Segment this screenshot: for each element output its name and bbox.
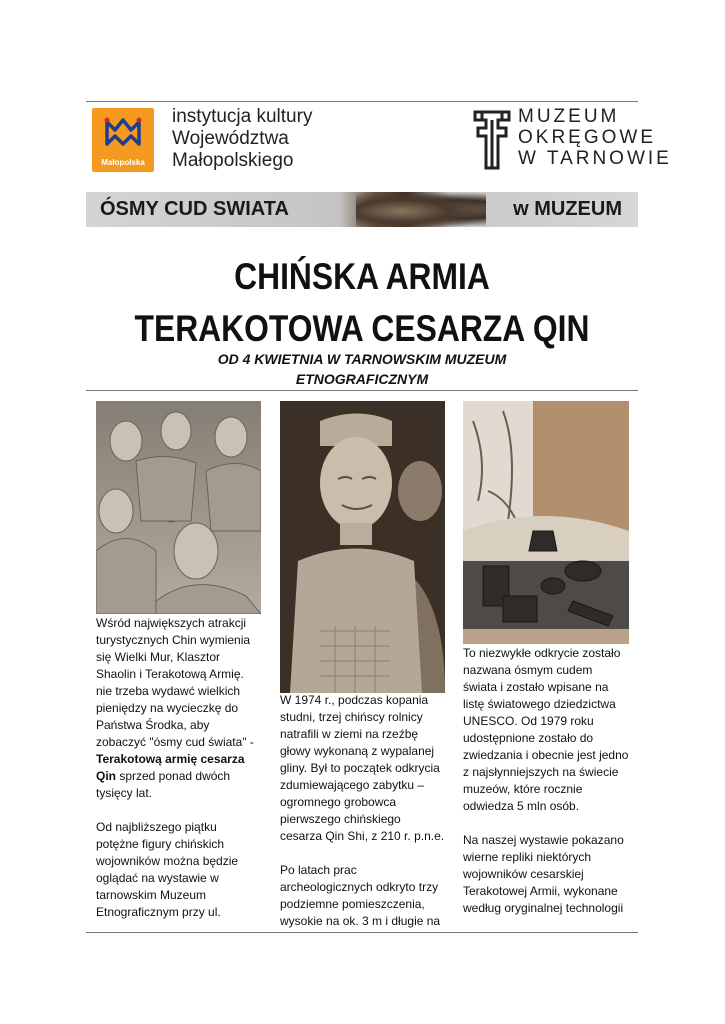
text-line: oglądać na wystawie w	[96, 871, 219, 885]
text-line: Państwa Środka, aby	[96, 718, 210, 732]
museum-name	[518, 106, 672, 169]
text-line: Na naszej wystawie pokazano	[463, 833, 624, 847]
text-line: cesarza Qin Shi, z 210 r. p.n.e.	[280, 829, 445, 843]
text-line: gliny. Był to początek odkrycia	[280, 761, 440, 775]
banner-faces-image	[356, 192, 486, 227]
text-line-bold: Terakotową armię cesarza	[96, 752, 245, 766]
text-line: W 1974 r., podczas kopania	[280, 693, 429, 707]
text-line: tysięcy lat.	[96, 786, 153, 800]
title-rule	[86, 390, 638, 391]
text-line: Wśród największych atrakcji	[96, 616, 247, 630]
text-line: pierwszego chińskiego	[280, 812, 401, 826]
text-line: zdumiewającego zabytku –	[280, 778, 425, 792]
text-line: pieniędzy na wycieczkę do	[96, 701, 239, 715]
text-line: UNESCO. Od 1979 roku	[463, 714, 594, 728]
text-line: Po latach prac	[280, 863, 357, 877]
article-column-2	[280, 692, 450, 930]
text-line: muzeów, które rocznie	[463, 782, 583, 796]
text-line: odwiedza 5 mln osób.	[463, 799, 580, 813]
text-line: studni, trzej chińscy rolnicy	[280, 710, 423, 724]
text-line: archeologicznych odkryto trzy	[280, 880, 439, 894]
subtitle-line: OD 4 KWIETNIA W TARNOWSKIM MUZEUM	[217, 351, 507, 367]
warrior-portrait-photo	[280, 401, 445, 693]
text-line: wierne repliki niektórych	[463, 850, 592, 864]
qin-bold-text: Qin	[96, 769, 116, 783]
museum-logo-mark	[472, 108, 512, 177]
text-line: głowy wykonaną z wypalanej	[280, 744, 435, 758]
text-line: się Wielki Mur, Klasztor	[96, 650, 221, 664]
warriors-group-photo	[96, 401, 261, 614]
malopolska-logo-label: Małopolska	[101, 158, 145, 167]
text-line: tarnowskim Muzeum	[96, 888, 207, 902]
text-line: Etnograficznym przy ul.	[96, 905, 221, 919]
text-line: Terakotowej Armii, wykonane	[463, 884, 618, 898]
museum-emblem-icon	[472, 108, 512, 172]
banner-right-text: w MUZEUM	[513, 198, 622, 220]
text-line: nie trzeba wydawć wielkich	[96, 684, 241, 698]
institution-line: instytucja kultury	[172, 106, 313, 127]
malopolska-emblem-icon	[103, 114, 143, 150]
text-line: wysokie na ok. 3 m i długie na	[280, 914, 441, 928]
text-line: Shaolin i Terakotową Armię.	[96, 667, 244, 681]
text-line: potężne figury chińskich	[96, 837, 225, 851]
text-line: turystycznych Chin wymienia	[96, 633, 251, 647]
text-line: natrafili w ziemi na rzeźbę	[280, 727, 419, 741]
article-column-3	[463, 645, 633, 917]
text-line: Od najbliższego piątku	[96, 820, 217, 834]
text-line: wojowników cesarskiej	[463, 867, 584, 881]
text-line: zobaczyć "ósmy cud świata" -	[96, 735, 254, 749]
banner-left-text: ÓSMY CUD SWIATA	[100, 198, 289, 220]
title-line: TERAKOTOWA CESARZA QIN	[134, 308, 590, 349]
text-fragment: sprzed ponad dwóch	[116, 769, 231, 783]
institution-line: Województwa	[172, 128, 289, 149]
text-line: ogromnego grobowca	[280, 795, 397, 809]
page-subtitle	[86, 349, 638, 389]
page-title	[125, 251, 600, 355]
exhibition-artifacts-photo	[463, 401, 629, 644]
text-line: zwiedzania i obecnie jest jedno	[463, 748, 629, 762]
text-line: podziemne pomieszczenia,	[280, 897, 425, 911]
museum-name-line: OKRĘGOWE	[518, 127, 657, 148]
text-line: To niezwykłe odkrycie zostało	[463, 646, 621, 660]
subtitle-line: ETNOGRAFICZNYM	[295, 371, 429, 387]
malopolska-logo	[92, 108, 154, 172]
text-line: z najsłynniejszych na świecie	[463, 765, 619, 779]
text-line: listę światowego dziedzictwa	[463, 697, 616, 711]
text-line: według oryginalnej technologii	[463, 901, 624, 915]
institution-line: Małopolskiego	[172, 150, 294, 171]
museum-name-line: W TARNOWIE	[518, 148, 672, 169]
article-column-1	[96, 615, 266, 921]
title-line: CHIŃSKA ARMIA	[234, 256, 490, 297]
institution-text	[172, 106, 332, 172]
exhibition-banner	[86, 192, 638, 227]
text-line: świata i zostało wpisane na	[463, 680, 609, 694]
museum-name-line: MUZEUM	[518, 106, 620, 127]
top-rule	[86, 101, 638, 102]
bottom-rule	[86, 932, 638, 933]
text-line: nazwana ósmym cudem	[463, 663, 593, 677]
text-line: udostępnione zostało do	[463, 731, 594, 745]
text-line: wojowników można będzie	[96, 854, 239, 868]
